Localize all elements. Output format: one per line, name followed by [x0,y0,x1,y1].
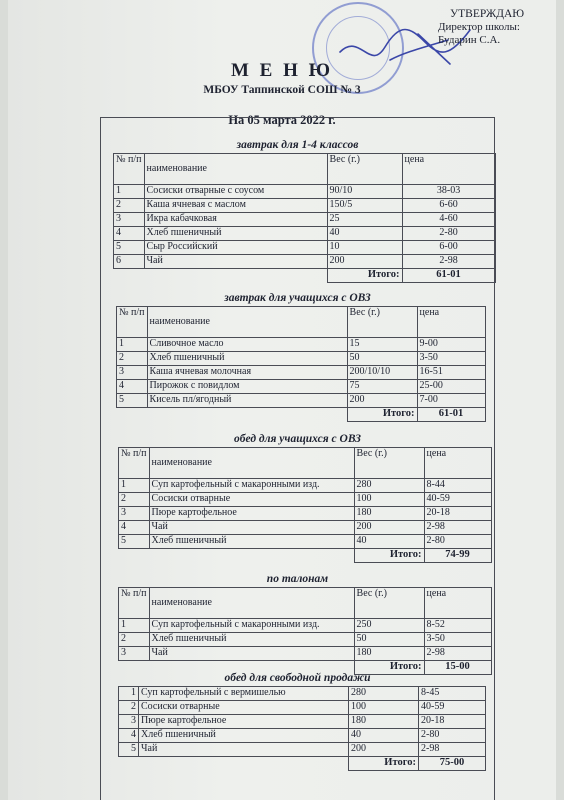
dish-name: Пюре картофельное [139,715,349,729]
table-header-row [119,588,492,619]
dish-weight: 250 [354,619,424,633]
total-label: Итого: [354,661,424,675]
row-number: 6 [114,255,145,269]
table-row [119,507,492,521]
dish-price: 40-59 [424,493,491,507]
table-row [117,338,486,352]
approve-name: Бударин С.А. [438,34,501,46]
menu-table [113,153,496,283]
section-title: обед для учащихся с ОВЗ [234,433,361,445]
dish-name: Каша ячневая с маслом [144,199,327,213]
dish-name: Сосиски отварные с соусом [144,185,327,199]
dish-weight: 200 [349,743,419,757]
col-num-header: № п/п [117,307,148,338]
table-row [119,715,486,729]
dish-price: 20-18 [419,715,486,729]
dish-name: Пюре картофельное [149,507,354,521]
total-spacer [119,757,349,771]
row-number: 2 [119,633,150,647]
menu-table [118,686,486,771]
dish-weight: 50 [347,352,417,366]
dish-price: 3-50 [424,633,491,647]
row-number: 1 [119,479,150,493]
row-number: 5 [119,743,139,757]
total-row [114,269,496,283]
total-value: 75-00 [419,757,486,771]
row-number: 1 [119,687,139,701]
total-row [117,408,486,422]
total-spacer [119,549,355,563]
row-number: 3 [117,366,148,380]
table-row [117,352,486,366]
col-price-header: цена [417,307,485,338]
table-row [119,619,492,633]
col-weight-header: Вес (г.) [354,448,424,479]
table-row [119,535,492,549]
total-value: 15-00 [424,661,491,675]
table-header-row [117,307,486,338]
dish-price: 2-98 [402,255,495,269]
row-number: 1 [117,338,148,352]
table-row [114,241,496,255]
total-row [119,757,486,771]
col-weight-header: Вес (г.) [327,154,402,185]
dish-name: Суп картофельный с макаронными изд. [149,479,354,493]
table-row [114,227,496,241]
dish-name: Хлеб пшеничный [144,227,327,241]
dish-price: 3-50 [417,352,485,366]
table-row [119,687,486,701]
table-header-row [119,448,492,479]
table-row [119,521,492,535]
total-spacer [117,408,348,422]
row-number: 2 [119,701,139,715]
dish-weight: 100 [349,701,419,715]
dish-weight: 280 [349,687,419,701]
total-label: Итого: [354,549,424,563]
row-number: 5 [114,241,145,255]
dish-price: 8-45 [419,687,486,701]
total-label: Итого: [327,269,402,283]
dish-price: 6-00 [402,241,495,255]
table-row [117,366,486,380]
dish-name: Хлеб пшеничный [147,352,347,366]
dish-name: Чай [139,743,349,757]
table-row [119,701,486,715]
dish-weight: 200 [354,521,424,535]
page-title: М Е Н Ю [230,60,334,81]
dish-name: Хлеб пшеничный [149,535,354,549]
dish-name: Сыр Российский [144,241,327,255]
dish-price: 2-80 [402,227,495,241]
dish-price: 2-98 [424,521,491,535]
col-name-header: наименование [149,448,354,479]
menu-date: На 05 марта 2022 г. [228,113,336,127]
dish-weight: 180 [354,647,424,661]
dish-weight: 100 [354,493,424,507]
table-row [119,633,492,647]
dish-name: Сосиски отварные [149,493,354,507]
section-title: обед для свободной продажи [224,672,371,684]
menu-table [118,447,492,563]
dish-price: 9-00 [417,338,485,352]
col-name-header: наименование [147,307,347,338]
dish-price: 2-80 [419,729,486,743]
table-row [114,199,496,213]
dish-weight: 10 [327,241,402,255]
col-name-header: наименование [144,154,327,185]
row-number: 4 [114,227,145,241]
dish-price: 4-60 [402,213,495,227]
col-weight-header: Вес (г.) [347,307,417,338]
dish-name: Икра кабачковая [144,213,327,227]
approve-heading: УТВЕРЖДАЮ [450,8,525,20]
total-label: Итого: [349,757,419,771]
dish-price: 20-18 [424,507,491,521]
dish-weight: 200 [347,394,417,408]
table-row [119,479,492,493]
dish-name: Кисель пл/ягодный [147,394,347,408]
col-num-header: № п/п [119,448,150,479]
dish-name: Суп картофельный с макаронными изд. [149,619,354,633]
menu-table [116,306,486,422]
row-number: 3 [119,715,139,729]
table-row [117,380,486,394]
dish-weight: 50 [354,633,424,647]
total-value: 61-01 [402,269,495,283]
dish-weight: 280 [354,479,424,493]
total-spacer [114,269,328,283]
dish-weight: 200 [327,255,402,269]
row-number: 3 [119,507,150,521]
col-price-header: цена [402,154,495,185]
dish-weight: 40 [349,729,419,743]
row-number: 2 [114,199,145,213]
col-name-header: наименование [149,588,354,619]
row-number: 4 [119,729,139,743]
dish-price: 38-03 [402,185,495,199]
table-row [117,394,486,408]
dish-weight: 90/10 [327,185,402,199]
approval-block [430,8,556,47]
dish-price: 16-51 [417,366,485,380]
table-row [114,185,496,199]
col-num-header: № п/п [114,154,145,185]
menu-table [118,587,492,675]
row-number: 1 [119,619,150,633]
table-row [119,729,486,743]
total-label: Итого: [347,408,417,422]
dish-weight: 200/10/10 [347,366,417,380]
school-name: МБОУ Таппинской СОШ № 3 [203,84,361,96]
section-title: завтрак для учащихся с ОВЗ [224,292,371,304]
row-number: 5 [119,535,150,549]
dish-name: Хлеб пшеничный [139,729,349,743]
table-row [119,493,492,507]
section-title: завтрак для 1-4 классов [236,139,359,151]
dish-weight: 40 [327,227,402,241]
dish-price: 7-00 [417,394,485,408]
dish-price: 6-60 [402,199,495,213]
dish-name: Сливочное масло [147,338,347,352]
table-row [119,743,486,757]
approve-position: Директор школы: [438,21,520,33]
dish-name: Чай [144,255,327,269]
total-value: 61-01 [417,408,485,422]
dish-weight: 75 [347,380,417,394]
dish-weight: 150/5 [327,199,402,213]
total-row [119,549,492,563]
dish-weight: 180 [349,715,419,729]
table-row [114,213,496,227]
dish-price: 2-98 [419,743,486,757]
dish-name: Хлеб пшеничный [149,633,354,647]
dish-name: Сосиски отварные [139,701,349,715]
total-value: 74-99 [424,549,491,563]
dish-name: Пирожок с повидлом [147,380,347,394]
row-number: 3 [114,213,145,227]
dish-weight: 40 [354,535,424,549]
row-number: 2 [119,493,150,507]
dish-name: Каша ячневая молочная [147,366,347,380]
row-number: 2 [117,352,148,366]
dish-name: Суп картофельный с вермишелью [139,687,349,701]
dish-price: 8-44 [424,479,491,493]
col-num-header: № п/п [119,588,150,619]
dish-name: Чай [149,521,354,535]
section-title: по талонам [266,573,329,585]
dish-weight: 25 [327,213,402,227]
row-number: 4 [117,380,148,394]
table-row [114,255,496,269]
row-number: 3 [119,647,150,661]
table-row [119,647,492,661]
col-price-header: цена [424,448,491,479]
dish-name: Чай [149,647,354,661]
table-header-row [114,154,496,185]
col-weight-header: Вес (г.) [354,588,424,619]
dish-weight: 180 [354,507,424,521]
dish-price: 2-80 [424,535,491,549]
row-number: 5 [117,394,148,408]
col-price-header: цена [424,588,491,619]
dish-price: 8-52 [424,619,491,633]
dish-price: 2-98 [424,647,491,661]
row-number: 1 [114,185,145,199]
row-number: 4 [119,521,150,535]
dish-weight: 15 [347,338,417,352]
dish-price: 40-59 [419,701,486,715]
dish-price: 25-00 [417,380,485,394]
